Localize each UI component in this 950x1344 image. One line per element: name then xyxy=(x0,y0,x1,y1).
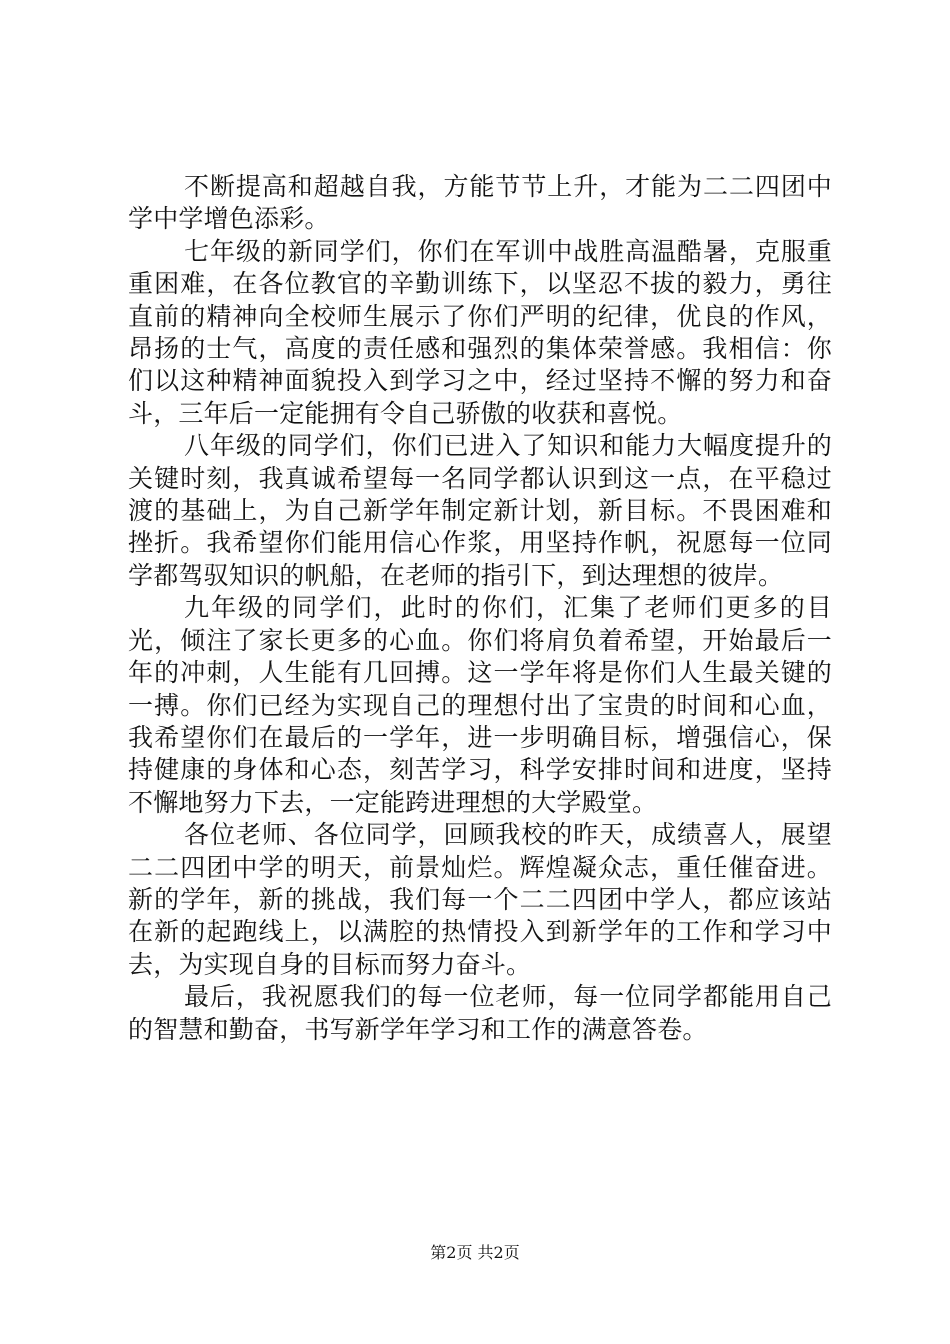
paragraph: 八年级的同学们，你们已进入了知识和能力大幅度提升的关键时刻，我真诚希望每一名同学都认识到这一点，在平稳过渡的基础上，为自己新学年制定新计划，新目标。不畏困难和挫折。我希望你们能用信心作浆，用坚持作帆，祝愿每一位同学都驾驭知识的帆船，在老师的指引下，到达理想的彼岸。 xyxy=(128,431,832,590)
paragraph: 不断提高和超越自我，方能节节上升，才能为二二四团中学中学增色添彩。 xyxy=(128,172,832,234)
paragraph: 最后，我祝愿我们的每一位老师，每一位同学都能用自己的智慧和勤奋，书写新学年学习和工作的满意答卷。 xyxy=(128,982,832,1044)
paragraph: 各位老师、各位同学，回顾我校的昨天，成绩喜人，展望二二四团中学的明天，前景灿烂。辉煌凝众志，重任催奋进。新的学年，新的挑战，我们每一个二二四团中学人，都应该站在新的起跑线上，以满腔的热情投入到新学年的工作和学习中去，为实现自身的目标而努力奋斗。 xyxy=(128,820,832,979)
body-text xyxy=(128,171,832,1046)
paragraph: 九年级的同学们，此时的你们，汇集了老师们更多的目光，倾注了家长更多的心血。你们将肩负着希望，开始最后一年的冲刺，人生能有几回搏。这一学年将是你们人生最关键的一搏。你们已经为实现自己的理想付出了宝贵的时间和心血，我希望你们在最后的一学年，进一步明确目标，增强信心，保持健康的身体和心态，刻苦学习，科学安排时间和进度，坚持不懈地努力下去，一定能跨进理想的大学殿堂。 xyxy=(128,593,832,817)
paragraph: 七年级的新同学们，你们在军训中战胜高温酷暑，克服重重困难，在各位教官的辛勤训练下，以坚忍不拔的毅力，勇往直前的精神向全校师生展示了你们严明的纪律，优良的作风，昂扬的士气，高度的责任感和强烈的集体荣誉感。我相信：你们以这种精神面貌投入到学习之中，经过坚持不懈的努力和奋斗，三年后一定能拥有令自己骄傲的收获和喜悦。 xyxy=(128,236,832,428)
page-footer: 第2页 共2页 xyxy=(430,1243,520,1262)
